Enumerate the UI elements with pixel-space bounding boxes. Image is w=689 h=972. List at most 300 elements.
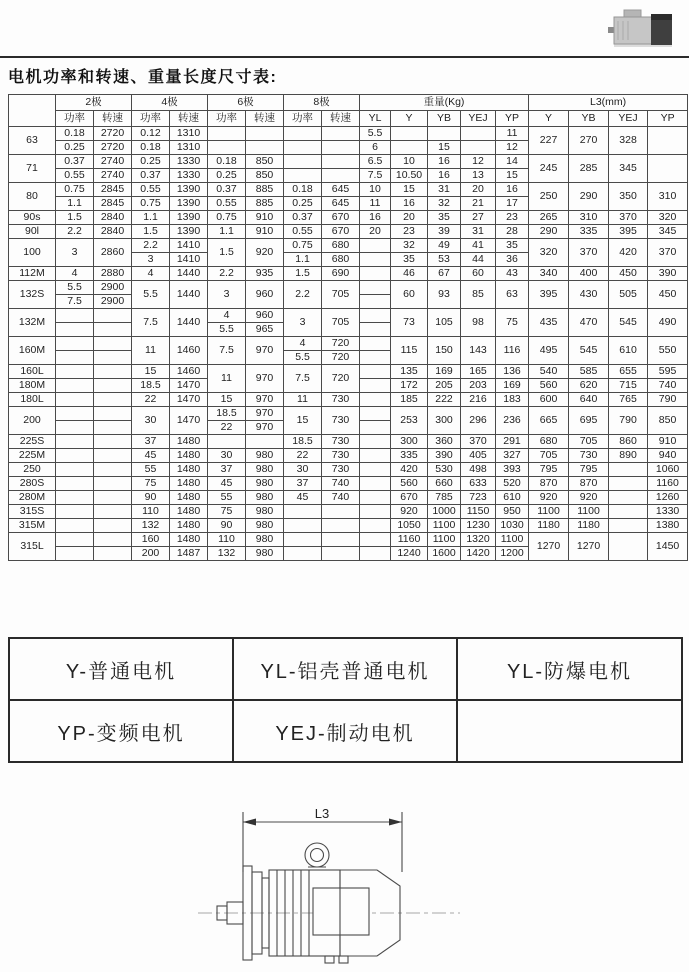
spec-cell: 90 xyxy=(208,519,246,533)
motor-type-legend-table xyxy=(8,637,683,763)
spec-cell: 20 xyxy=(360,225,391,239)
spec-cell xyxy=(94,379,132,393)
spec-cell: 1240 xyxy=(391,547,428,561)
spec-cell: 645 xyxy=(322,197,360,211)
spec-cell xyxy=(56,477,94,491)
spec-cell: 730 xyxy=(322,393,360,407)
spec-cell: 2845 xyxy=(94,197,132,211)
spec-cell: 0.25 xyxy=(56,141,94,155)
spec-cell: 2900 xyxy=(94,295,132,309)
spec-cell xyxy=(360,295,391,309)
spec-cell: 236 xyxy=(496,407,529,435)
spec-cell: 1270 xyxy=(529,533,569,561)
spec-header-cell: YB xyxy=(569,111,609,127)
spec-header-cell: YL xyxy=(360,111,391,127)
spec-header-cell: 功率 xyxy=(132,111,170,127)
spec-cell: 1480 xyxy=(170,449,208,463)
spec-cell: 850 xyxy=(648,407,688,435)
spec-cell xyxy=(360,463,391,477)
spec-cell xyxy=(284,155,322,169)
spec-cell: 143 xyxy=(461,337,496,365)
spec-cell: 39 xyxy=(428,225,461,239)
spec-cell: 11 xyxy=(360,197,391,211)
spec-cell xyxy=(94,323,132,337)
spec-cell xyxy=(284,127,322,141)
spec-cell: 75 xyxy=(208,505,246,519)
spec-cell: 560 xyxy=(391,477,428,491)
spec-cell: 450 xyxy=(648,281,688,309)
spec-cell: 7.5 xyxy=(284,365,322,393)
spec-cell xyxy=(360,337,391,351)
spec-cell: 16 xyxy=(428,155,461,169)
spec-cell: 695 xyxy=(569,407,609,435)
spec-cell: 71 xyxy=(9,155,56,183)
spec-cell: 640 xyxy=(569,393,609,407)
spec-cell: 680 xyxy=(322,253,360,267)
spec-cell: 665 xyxy=(529,407,569,435)
spec-cell xyxy=(208,141,246,155)
spec-cell: 0.55 xyxy=(132,183,170,197)
spec-cell: 291 xyxy=(496,435,529,449)
spec-cell xyxy=(609,491,648,505)
spec-cell xyxy=(94,407,132,421)
table-row xyxy=(9,239,688,253)
spec-cell xyxy=(360,477,391,491)
spec-cell: 328 xyxy=(609,127,648,155)
legend-cell xyxy=(457,700,682,762)
spec-cell xyxy=(56,435,94,449)
spec-cell: 30 xyxy=(284,463,322,477)
spec-cell: 67 xyxy=(428,267,461,281)
spec-cell: 730 xyxy=(322,463,360,477)
spec-cell: 45 xyxy=(132,449,170,463)
spec-cell: 1330 xyxy=(648,505,688,519)
spec-cell xyxy=(208,127,246,141)
spec-cell: 49 xyxy=(428,239,461,253)
spec-cell: 6.5 xyxy=(360,155,391,169)
table-row xyxy=(9,111,688,127)
spec-cell: 530 xyxy=(428,463,461,477)
table-row xyxy=(9,393,688,407)
spec-cell: 160L xyxy=(9,365,56,379)
spec-cell: 4 xyxy=(132,267,170,281)
spec-cell: 1060 xyxy=(648,463,688,477)
spec-cell: 790 xyxy=(609,407,648,435)
spec-cell: 960 xyxy=(246,281,284,309)
spec-cell xyxy=(360,407,391,421)
spec-cell: 15 xyxy=(132,365,170,379)
spec-cell: 37 xyxy=(208,463,246,477)
spec-cell: 0.18 xyxy=(132,141,170,155)
legend-cell: Y-普通电机 xyxy=(9,638,233,700)
table-row xyxy=(9,477,688,491)
spec-cell: 35 xyxy=(391,253,428,267)
spec-cell: 335 xyxy=(569,225,609,239)
spec-cell: 910 xyxy=(648,435,688,449)
spec-cell: 30 xyxy=(208,449,246,463)
spec-cell xyxy=(246,141,284,155)
spec-cell xyxy=(322,169,360,183)
spec-cell xyxy=(56,393,94,407)
spec-cell: 420 xyxy=(609,239,648,267)
spec-cell: 395 xyxy=(529,281,569,309)
spec-cell: 1320 xyxy=(461,533,496,547)
spec-cell: 1310 xyxy=(170,127,208,141)
spec-cell: 3 xyxy=(208,281,246,309)
spec-cell: 10.50 xyxy=(391,169,428,183)
spec-cell: 680 xyxy=(529,435,569,449)
spec-cell: 0.18 xyxy=(284,183,322,197)
table-row xyxy=(9,267,688,281)
spec-cell xyxy=(284,519,322,533)
spec-cell xyxy=(391,127,428,141)
spec-cell xyxy=(360,239,391,253)
legend-cell: YL-防爆电机 xyxy=(457,638,682,700)
spec-cell: 505 xyxy=(609,281,648,309)
spec-cell xyxy=(56,323,94,337)
spec-cell: 3 xyxy=(132,253,170,267)
spec-cell: 320 xyxy=(529,239,569,267)
spec-cell: 16 xyxy=(496,183,529,197)
spec-cell: 393 xyxy=(496,463,529,477)
spec-cell: 90s xyxy=(9,211,56,225)
spec-cell xyxy=(94,351,132,365)
spec-header-cell: 2极 xyxy=(56,95,132,111)
spec-cell: 1330 xyxy=(170,169,208,183)
spec-cell: 265 xyxy=(529,211,569,225)
table-row xyxy=(9,491,688,505)
spec-header-cell xyxy=(9,95,56,127)
spec-cell: 740 xyxy=(322,491,360,505)
spec-cell: 0.55 xyxy=(208,197,246,211)
spec-cell: 1600 xyxy=(428,547,461,561)
spec-cell: 1100 xyxy=(428,519,461,533)
table-row xyxy=(9,337,688,351)
spec-cell: 600 xyxy=(529,393,569,407)
spec-cell: 705 xyxy=(529,449,569,463)
spec-cell: 20 xyxy=(461,183,496,197)
spec-cell xyxy=(246,435,284,449)
spec-cell: 1100 xyxy=(569,505,609,519)
spec-cell: 920 xyxy=(391,505,428,519)
spec-cell: 2720 xyxy=(94,127,132,141)
spec-cell: 20 xyxy=(391,211,428,225)
spec-cell: 5.5 xyxy=(56,281,94,295)
spec-cell xyxy=(56,351,94,365)
spec-cell: 12 xyxy=(461,155,496,169)
spec-cell: 370 xyxy=(648,239,688,267)
spec-cell: 370 xyxy=(569,239,609,267)
spec-cell xyxy=(284,533,322,547)
spec-cell: 660 xyxy=(428,477,461,491)
spec-cell: 610 xyxy=(496,491,529,505)
spec-cell: 0.25 xyxy=(132,155,170,169)
spec-cell xyxy=(391,141,428,155)
spec-cell: 0.55 xyxy=(56,169,94,183)
page-title: 电机功率和转速、重量长度尺寸表: xyxy=(8,69,278,86)
spec-cell: 1180 xyxy=(529,519,569,533)
spec-header-cell: 功率 xyxy=(208,111,246,127)
spec-cell: 222 xyxy=(428,393,461,407)
spec-cell: 1390 xyxy=(170,211,208,225)
spec-cell: 980 xyxy=(246,449,284,463)
spec-cell: 290 xyxy=(569,183,609,211)
spec-cell: 645 xyxy=(322,183,360,197)
spec-header-cell: Y xyxy=(391,111,428,127)
spec-cell: 740 xyxy=(648,379,688,393)
spec-cell: 620 xyxy=(569,379,609,393)
spec-cell: 5.5 xyxy=(284,351,322,365)
spec-cell: 520 xyxy=(496,477,529,491)
spec-cell: 715 xyxy=(609,379,648,393)
spec-cell: 60 xyxy=(461,267,496,281)
spec-cell: 470 xyxy=(569,309,609,337)
spec-cell xyxy=(360,365,391,379)
spec-cell: 1480 xyxy=(170,477,208,491)
table-row xyxy=(9,365,688,379)
spec-cell: 6 xyxy=(360,141,391,155)
spec-header-cell: YP xyxy=(648,111,688,127)
spec-cell: 0.37 xyxy=(208,183,246,197)
spec-cell: 655 xyxy=(609,365,648,379)
spec-cell xyxy=(56,505,94,519)
spec-cell: 315S xyxy=(9,505,56,519)
dim-arrow-right xyxy=(389,819,402,826)
spec-cell: 23 xyxy=(496,211,529,225)
spec-cell: 280M xyxy=(9,491,56,505)
spec-cell: 545 xyxy=(609,309,648,337)
spec-cell xyxy=(609,477,648,491)
spec-cell: 17 xyxy=(496,197,529,211)
spec-cell: 41 xyxy=(461,239,496,253)
spec-cell: 315L xyxy=(9,533,56,561)
spec-cell: 795 xyxy=(529,463,569,477)
spec-header-cell: 6极 xyxy=(208,95,284,111)
spec-cell: 2720 xyxy=(94,141,132,155)
spec-cell: 2740 xyxy=(94,169,132,183)
spec-cell: 790 xyxy=(648,393,688,407)
spec-cell: 75 xyxy=(132,477,170,491)
spec-cell: 165 xyxy=(461,365,496,379)
spec-cell: 740 xyxy=(322,477,360,491)
spec-header-cell: 功率 xyxy=(56,111,94,127)
spec-cell: 30 xyxy=(132,407,170,435)
spec-cell xyxy=(56,309,94,323)
spec-cell: 160 xyxy=(132,533,170,547)
spec-cell: 90 xyxy=(132,491,170,505)
spec-cell: 16 xyxy=(360,211,391,225)
spec-cell xyxy=(94,533,132,547)
spec-cell xyxy=(360,267,391,281)
spec-cell: 1420 xyxy=(461,547,496,561)
spec-cell: 1000 xyxy=(428,505,461,519)
spec-cell: 45 xyxy=(208,477,246,491)
l3-dimension-label: L3 xyxy=(314,806,330,821)
motor-body-outline xyxy=(217,843,400,963)
spec-cell: 73 xyxy=(391,309,428,337)
spec-cell: 585 xyxy=(569,365,609,379)
spec-cell: 132S xyxy=(9,281,56,309)
spec-cell: 23 xyxy=(391,225,428,239)
spec-cell xyxy=(322,127,360,141)
spec-cell: 55 xyxy=(132,463,170,477)
spec-cell: 85 xyxy=(461,281,496,309)
spec-cell: 965 xyxy=(246,323,284,337)
spec-cell: 1100 xyxy=(428,533,461,547)
spec-cell: 27 xyxy=(461,211,496,225)
spec-cell: 100 xyxy=(9,239,56,267)
spec-cell: 35 xyxy=(496,239,529,253)
spec-cell: 730 xyxy=(569,449,609,463)
spec-cell: 3 xyxy=(284,309,322,337)
spec-cell: 43 xyxy=(496,267,529,281)
spec-cell xyxy=(360,449,391,463)
spec-cell: 327 xyxy=(496,449,529,463)
spec-cell: 1440 xyxy=(170,281,208,309)
spec-cell xyxy=(648,127,688,155)
spec-cell xyxy=(94,435,132,449)
spec-header-cell: 转速 xyxy=(170,111,208,127)
spec-cell: 36 xyxy=(496,253,529,267)
spec-cell xyxy=(94,393,132,407)
spec-cell: 290 xyxy=(529,225,569,239)
spec-cell: 360 xyxy=(428,435,461,449)
motor-spec-table xyxy=(8,94,688,561)
spec-cell: 970 xyxy=(246,407,284,421)
spec-cell: 560 xyxy=(529,379,569,393)
spec-cell xyxy=(94,477,132,491)
spec-cell: 2740 xyxy=(94,155,132,169)
spec-cell: 11 xyxy=(496,127,529,141)
spec-cell xyxy=(322,547,360,561)
spec-cell xyxy=(56,463,94,477)
spec-cell: 860 xyxy=(609,435,648,449)
spec-cell xyxy=(360,533,391,547)
spec-cell xyxy=(609,519,648,533)
spec-cell: 1180 xyxy=(569,519,609,533)
spec-cell: 390 xyxy=(428,449,461,463)
spec-cell: 300 xyxy=(391,435,428,449)
spec-cell: 705 xyxy=(569,435,609,449)
spec-cell: 980 xyxy=(246,463,284,477)
spec-cell: 1487 xyxy=(170,547,208,561)
spec-cell: 595 xyxy=(648,365,688,379)
spec-cell: 2.2 xyxy=(132,239,170,253)
spec-cell xyxy=(360,379,391,393)
spec-cell: 225S xyxy=(9,435,56,449)
spec-cell: 850 xyxy=(246,155,284,169)
spec-cell: 13 xyxy=(461,169,496,183)
spec-cell: 1330 xyxy=(170,155,208,169)
spec-cell: 10 xyxy=(391,155,428,169)
spec-cell: 7.5 xyxy=(132,309,170,337)
spec-cell: 296 xyxy=(461,407,496,435)
spec-cell: 935 xyxy=(246,267,284,281)
spec-cell: 980 xyxy=(246,505,284,519)
spec-cell: 970 xyxy=(246,365,284,393)
table-row xyxy=(9,533,688,547)
table-row xyxy=(9,435,688,449)
spec-cell: 28 xyxy=(496,225,529,239)
spec-cell xyxy=(322,505,360,519)
table-row xyxy=(9,407,688,421)
spec-cell: 4 xyxy=(284,337,322,351)
spec-cell: 185 xyxy=(391,393,428,407)
spec-cell xyxy=(360,519,391,533)
spec-cell: 7.5 xyxy=(360,169,391,183)
table-row xyxy=(9,309,688,323)
spec-cell xyxy=(208,435,246,449)
spec-cell: 1440 xyxy=(170,267,208,281)
spec-cell: 22 xyxy=(132,393,170,407)
spec-cell xyxy=(246,127,284,141)
spec-cell xyxy=(360,505,391,519)
spec-cell: 1100 xyxy=(529,505,569,519)
spec-cell: 670 xyxy=(391,491,428,505)
motor-photo xyxy=(608,5,680,55)
spec-cell: 320 xyxy=(648,211,688,225)
table-row xyxy=(9,211,688,225)
spec-cell xyxy=(461,141,496,155)
spec-cell: 75 xyxy=(496,309,529,337)
spec-cell: 1460 xyxy=(170,337,208,365)
spec-cell: 46 xyxy=(391,267,428,281)
spec-cell: 1470 xyxy=(170,407,208,435)
spec-cell: 960 xyxy=(246,309,284,323)
spec-cell: 723 xyxy=(461,491,496,505)
spec-cell: 22 xyxy=(208,421,246,435)
spec-cell: 115 xyxy=(391,337,428,365)
top-divider xyxy=(0,56,689,58)
table-row xyxy=(9,95,688,111)
spec-cell: 7.5 xyxy=(208,337,246,365)
spec-cell: 15 xyxy=(208,393,246,407)
spec-cell: 2900 xyxy=(94,281,132,295)
spec-cell: 12 xyxy=(496,141,529,155)
spec-cell: 1450 xyxy=(648,533,688,561)
spec-cell xyxy=(56,421,94,435)
spec-cell: 920 xyxy=(246,239,284,267)
spec-cell xyxy=(461,127,496,141)
spec-header-cell: YEJ xyxy=(461,111,496,127)
spec-header-cell: 8极 xyxy=(284,95,360,111)
spec-cell xyxy=(94,547,132,561)
spec-cell: 1410 xyxy=(170,239,208,253)
spec-cell xyxy=(360,281,391,295)
spec-cell: 0.12 xyxy=(132,127,170,141)
spec-cell xyxy=(322,155,360,169)
spec-header-cell: Y xyxy=(529,111,569,127)
spec-header-cell: 转速 xyxy=(94,111,132,127)
spec-cell: 7.5 xyxy=(56,295,94,309)
spec-cell xyxy=(360,435,391,449)
spec-cell: 270 xyxy=(569,127,609,155)
table-row xyxy=(9,519,688,533)
spec-cell: 345 xyxy=(609,155,648,183)
spec-cell: 633 xyxy=(461,477,496,491)
motor-photo-icon xyxy=(608,5,680,60)
spec-cell: 1410 xyxy=(170,253,208,267)
spec-cell: 545 xyxy=(569,337,609,365)
spec-cell xyxy=(94,309,132,323)
spec-cell: 720 xyxy=(322,365,360,393)
spec-cell: 1480 xyxy=(170,491,208,505)
spec-cell xyxy=(428,127,461,141)
spec-cell: 169 xyxy=(496,379,529,393)
spec-header-cell: YP xyxy=(496,111,529,127)
spec-cell: 10 xyxy=(360,183,391,197)
table-row xyxy=(9,449,688,463)
